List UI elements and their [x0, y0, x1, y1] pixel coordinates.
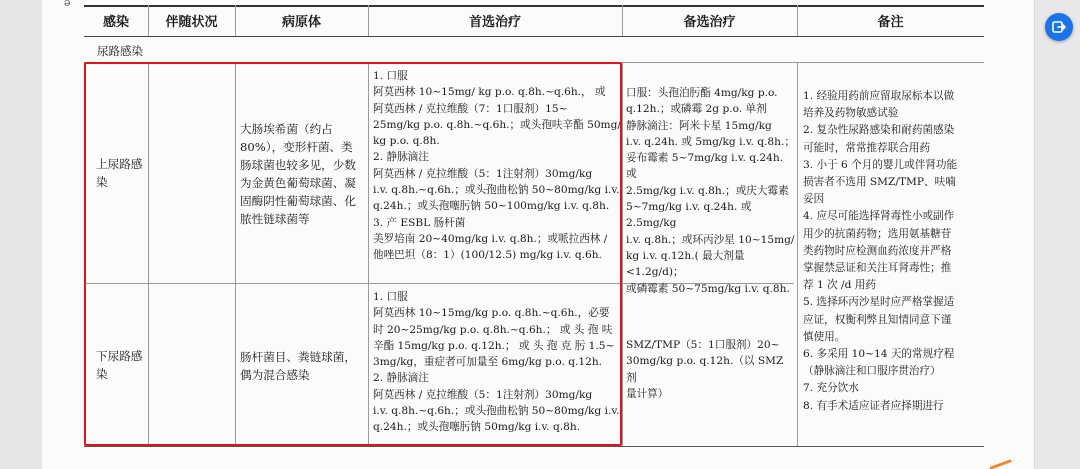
scroll-corner-mark — [990, 458, 1012, 469]
viewer-left-margin — [0, 0, 42, 469]
row-upper-pathogen: 大肠埃希菌（约占 80%），变形杆菌、类 肠球菌也较多见，少数 为金黄色葡萄球菌、凝 固酶阴性葡萄球菌、化 脓性链球菌等 — [240, 122, 356, 226]
row-lower-primary: 1. 口服 阿莫西林 10~15mg/kg p.o. q.8h.~q.6h.，必要 时 20~25mg/kg p.o. q.8h.~q.6h.； 或 头 孢 呋 辛酯 15mg/kg p.o. q.12h.； 或 头 孢 克 肟 1.5~ 3mg/kg，重症者可加量至 6mg/kg p.o. q.12h. 2. 静脉滴注 阿莫西林 / 克拉维酸（5：1注射剂）30mg/kg i.v. q.8h.~q.6h.；或头孢曲松钠 50~80mg/kg i.v. q.24h.；或头孢噻肟钠 50mg/kg i.v. q.8h. — [373, 291, 620, 434]
row-upper-primary: 1. 口服 阿莫西林 10~15mg/ kg p.o. q.8h.~q.6h.， 或 阿莫西林 / 克拉维酸（7：1口服剂）15~ 25mg/kg p.o. q.8h.~q.6h.；或头孢呋辛酯 50mg/ kg p.o. q.8h. 2. 静脉滴注 阿莫西林 / 克拉维酸（5：1注射剂）30mg/kg i.v. q.8h.~q.6h.；或头孢曲松钠 50~80mg/kg i.v. q.24h.；或头孢噻肟钠 50~100mg/kg i.v. q.8h. 3. 产 ESBL 肠杆菌 美罗培南 20~40mg/kg i.v. q.8h.；或哌拉西林 / 他唑巴坦（8：1）(100/12.5) mg/kg i.v. q.6h. — [373, 70, 621, 262]
header-primary-treatment: 首选治疗 — [468, 15, 521, 30]
header-alternative-treatment: 备选治疗 — [683, 15, 736, 30]
highlight-annotation-box — [84, 62, 622, 446]
header-condition: 伴随状况 — [165, 15, 218, 30]
top-page-mark: ə — [64, 0, 71, 9]
floating-action-icon — [1051, 19, 1067, 35]
header-infection: 感染 — [102, 15, 129, 30]
row-upper-alternative: 口服：头孢泊肟酯 4mg/kg p.o. q.12h.；或磷霉 2g p.o. 单剂 静脉滴注：阿米卡星 15mg/kg i.v. q.24h. 或 5mg/kg i.v. q.8h.； 妥布霉素 5~7mg/kg i.v. q.24h. 或 2.5mg/kg i.v. q.8h.；或庆大霉素 5~7mg/kg i.v. q.24h. 或 2.5mg/kg i.v. q.8h.；或环丙沙星 10~15mg/ kg i.v. q.12h.( 最大剂量 <1.2g/d)； 或磷霉素 50~75mg/kg i.v. q.8h. — [626, 87, 795, 295]
row-lower-alternative: SMZ/TMP（5：1口服剂）20~ 30mg/kg p.o. q.12h.（以 SMZ 剂 量计算） — [626, 339, 784, 400]
viewer-right-gutter — [1034, 0, 1080, 469]
floating-action-button[interactable] — [1045, 13, 1073, 41]
header-bottom-rule — [84, 36, 984, 37]
notes-cell: 1. 经验用药前应留取尿标本以做 培养及药物敏感试验 2. 复杂性尿路感染和耐药菌感染 可能时，常常推荐联合用药 3. 小于 6 个月的婴儿或伴肾功能 损害者不选用 SMZ/TMP、呋喃 妥因 4. 应尽可能选择肾毒性小或副作 用少的抗菌药物；选用氨基糖苷 类药物时应检测血药浓度并严格 掌握禁忌证和关注耳肾毒性；推 荐 1 次 /d 用药 5. 选择环丙沙星时应严格掌握适 应证，权衡利弊且知情同意下谨 慎使用。 6. 多采用 10~14 天的常规疗程 （静脉滴注和口服序贯治疗） 7. 充分饮水 8. 有手术适应证者应择期进行 — [803, 90, 958, 412]
section-label: 尿路感染 — [97, 44, 143, 58]
table-bottom-rule — [84, 446, 984, 447]
header-notes: 备注 — [877, 15, 904, 30]
header-pathogen: 病原体 — [281, 15, 321, 30]
row-upper-infection: 上尿路感 染 — [96, 157, 143, 189]
row-lower-infection: 下尿路感 染 — [96, 349, 143, 381]
table-top-rule — [84, 5, 984, 7]
row-lower-pathogen: 肠杆菌目、粪链球菌， 偶为混合感染 — [240, 350, 356, 382]
col-divider-5 — [797, 62, 798, 446]
